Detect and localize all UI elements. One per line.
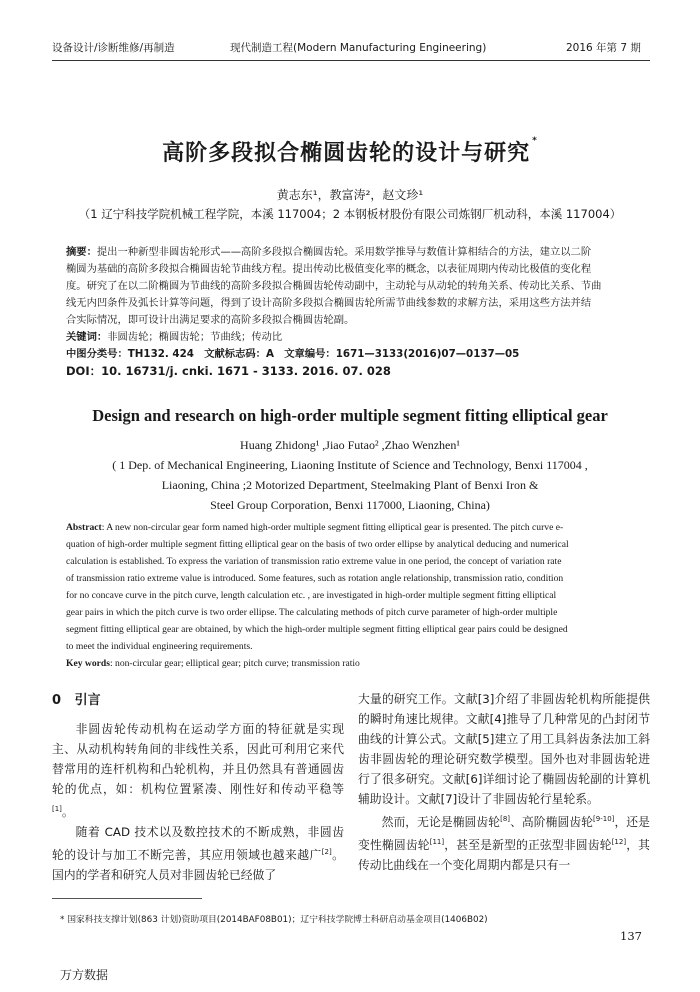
authors-en: Huang Zhidong¹ ,Jiao Futao² ,Zhao Wenzhen¹ [240, 438, 460, 452]
abstract-cn-line: 摘要：提出一种新型非圆齿轮形式——高阶多段拟合椭圆齿轮。采用数学推导与数值计算相结合的方法，建立以二阶 [66, 246, 592, 258]
footnote: * 国家科技支撑计划(863 计划)资助项目(2014BAF08B01)；辽宁科技学院博士科研启动基金项目(1406B02) [60, 915, 488, 925]
header-journal: 现代制造工程(Modern Manufacturing Engineering) [230, 42, 487, 54]
keywords-cn: 关键词：非圆齿轮；椭圆齿轮；节曲线；传动比 [66, 331, 283, 343]
abstract-en-line: segment fitting elliptical gear are obtained, by which the high-order multiple segment fitting elliptical gear pairs could be designed [66, 624, 568, 635]
abstract-en-line: quation of high-order multiple segment fitting elliptical gear on the basis of two order ellipse by analytical deducing and numerical [66, 539, 569, 550]
abstract-en-line: Abstract: A new non-circular gear form named high-order multiple segment fitting elliptical gear is presented. The pitch curve e- [66, 522, 564, 533]
abstract-cn-line: 度。研究了在以二阶椭圆为节曲线的高阶多段拟合椭圆齿轮传动副中，主动轮与从动轮的转角关系、传动比关系、节曲 [66, 280, 602, 292]
section-heading [52, 689, 101, 708]
paragraph: 大量的研究工作。文献[3]介绍了非圆齿轮机构所能提供的瞬时角速比规律。文献[4]推导了几种常见的凸封闭节曲线的计算公式。文献[5]建立了用工具斜齿条法加工斜齿非圆齿轮的理论研究数学模型。国外也对非圆齿轮进行了很多研究。文献[6]详细讨论了椭圆齿轮副的计算机辅助设计。文献[7]设计了非圆齿轮行星轮系。 [358, 692, 650, 806]
footnote-divider [52, 898, 202, 899]
header-issue: 2016 年第 7 期 [566, 42, 641, 54]
citation-ref[interactable]: [11] [429, 837, 445, 846]
abstract-en-line: for no concave curve in the pitch curve, length calculation etc. , are investigated in high-order multiple segment fitting elliptical [66, 590, 557, 601]
citation-ref[interactable]: [2] [321, 847, 332, 856]
paragraph: 然而，无论是椭圆齿轮[8]、高阶椭圆齿轮[9-10]，还是变性椭圆齿轮[11]，甚至是新型的正弦型非圆齿轮[12]，其传动比曲线在一个变化周期内都是只有一 [358, 814, 650, 872]
abstract-cn [66, 244, 636, 380]
page-number: 137 [620, 929, 642, 943]
header-section: 设备设计/诊断维修/再制造 [52, 42, 175, 54]
section-number: 0 [52, 693, 62, 708]
abstract-en-line: of transmission ratio extreme value is introduced. Some features, such as rotation angle relationship, transmission ratio, condition [66, 573, 564, 584]
affiliation-en-line: ( 1 Dep. of Mechanical Engineering, Liaoning Institute of Science and Technology, Benxi 117004 , [112, 458, 588, 472]
paragraph: 随着 CAD 技术以及数控技术的不断成熟，非圆齿轮的设计与加工不断完善，其应用领域也越来越广[2]。国内的学者和研究人员对非圆齿轮已经做了 [52, 824, 344, 882]
title-footnote-mark: * [532, 136, 538, 146]
body-column-right [358, 689, 650, 875]
page-title-cn [0, 136, 700, 167]
paragraph: 非圆齿轮传动机构在运动学方面的特征就是实现主、从动机构转角间的非线性关系，因此可利用它来代替常用的连杆机构和凸轮机构，并且仍然具有普通圆齿轮的优点，如：机构位置紧凑、刚性好和传动平稳等[1]。 [52, 722, 344, 819]
citation-ref[interactable]: [8] [500, 815, 511, 823]
abstract-cn-line: 椭圆为基础的高阶多段拟合椭圆齿轮节曲线方程。提出传动比极值变化率的概念，以表征周期内传动比极值的变化程 [66, 263, 592, 275]
abstract-en-line: calculation is established. To express the variation of transmission ratio extreme value in one period, the concept of variation rate [66, 556, 562, 567]
keywords-cn-label: 关键词： [66, 331, 108, 343]
affiliation-en-line: Steel Group Corporation, Benxi 117000, Liaoning, China) [210, 498, 490, 512]
abstract-en-line: to meet the individual engineering requirements. [66, 641, 253, 652]
affiliation-en-line: Liaoning, China ;2 Motorized Department, Steelmaking Plant of Benxi Iron & [161, 478, 539, 492]
header-divider [52, 60, 650, 61]
keywords-en: Key words: non-circular gear; elliptical gear; pitch curve; transmission ratio [66, 658, 360, 669]
section-title: 引言 [74, 693, 101, 708]
citation-ref[interactable]: [12] [611, 837, 627, 846]
classification-line: 中图分类号：TH132. 424 文献标志码：A 文章编号：1671—3133(2016)07—0137—05 [66, 348, 520, 360]
affiliation-cn: （1 辽宁科技学院机械工程学院，本溪 117004；2 本钢板材股份有限公司炼钢厂机动科，本溪 117004） [78, 207, 622, 221]
abstract-cn-line: 合实际情况，即可设计出满足要求的高阶多段拟合椭圆齿轮副。 [66, 314, 355, 326]
abstract-en [66, 519, 636, 672]
abstract-en-label: Abstract [66, 522, 102, 533]
citation-ref[interactable]: [1] [52, 805, 62, 813]
abstract-cn-label: 摘要： [66, 246, 97, 258]
keywords-en-label: Key words [66, 658, 110, 669]
body-column-left [52, 719, 344, 885]
page-title-en: Design and research on high-order multiple segment fitting elliptical gear [92, 406, 608, 425]
citation-ref[interactable]: [9-10] [593, 815, 615, 823]
authors-cn: 黄志东¹，教富涛²，赵文珍¹ [276, 188, 424, 202]
doi-line: DOI：10. 16731/j. cnki. 1671 - 3133. 2016. 07. 028 [66, 364, 391, 378]
watermark: 万方数据 [60, 968, 109, 982]
abstract-cn-line: 线无内凹条件及弧长计算等问题，得到了设计高阶多段拟合椭圆齿轮所需节曲线参数的求解方法，采用这些方法并结 [66, 297, 592, 309]
title-cn-text: 高阶多段拟合椭圆齿轮的设计与研究 [162, 141, 531, 166]
abstract-en-line: gear pairs in which the pitch curve is two order ellipse. The calculating methods of pitch curve parameter of high-order multiple [66, 607, 558, 618]
